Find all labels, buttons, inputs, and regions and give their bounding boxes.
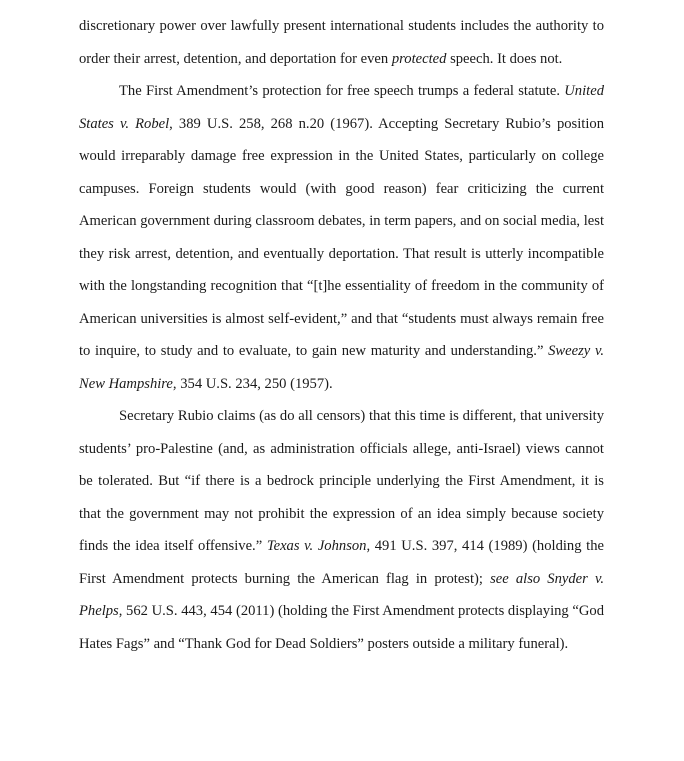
text-segment: , 491 U.S. 397, 414 (1989) (holding the First Amendment protects burning the American flag in protest);	[79, 538, 604, 587]
case-citation: United States v. Robel	[79, 83, 604, 132]
case-citation: Texas v. Johnson	[266, 538, 367, 554]
document-page	[79, 10, 604, 660]
text-segment: , 389 U.S. 258, 268 n.20 (1967). Accepting Secretary Rubio’s position would irreparably damage free expression in the United States, particularly on college campuses. Foreign students would (with good reason) fear criticizing the current American government during classroom debates, in term papers, and on social media, lest they risk arrest, detention, and eventually deportation. That result is utterly incompatible with the longstanding recognition that “[t]he essentiality of freedom in the community of American universities is almost self-evident,” and that “students must always remain free to inquire, to study and to evaluate, to gain new maturity and understanding.”	[79, 115, 604, 359]
text-segment: Secretary Rubio claims (as do all censors) that this time is different, that university students’ pro-Palestine (and, as administration officials allege, anti-Israel) views cannot be tolerated. But “if there is a bedrock principle underlying the First Amendment, it is that the government may not prohibit the expression of an idea simply because society finds the idea itself offensive.”	[79, 408, 604, 554]
text-segment: The First Amendment’s protection for free speech trumps a federal statute.	[119, 83, 565, 99]
case-citation: Sweezy v. New Hampshire	[79, 343, 604, 392]
text-segment: speech. It does not.	[446, 50, 563, 67]
text-segment: , 562 U.S. 443, 454 (2011) (holding the First Amendment protects displaying “God Hates Fags” and “Thank God for Dead Soldiers” posters outside a military funeral).	[79, 603, 604, 652]
text-segment: discretionary power over lawfully present international students includes the authority to order their arrest, detention, and deportation for even	[79, 18, 604, 67]
text-segment: , 354 U.S. 234, 250 (1957).	[172, 375, 333, 392]
case-citation: see also Snyder v. Phelps	[79, 570, 604, 619]
paragraph-first-amendment	[79, 75, 604, 400]
paragraph-continuation	[79, 10, 604, 75]
emphasis-segment: protected	[391, 50, 447, 67]
paragraph-rubio-claims	[79, 400, 604, 660]
